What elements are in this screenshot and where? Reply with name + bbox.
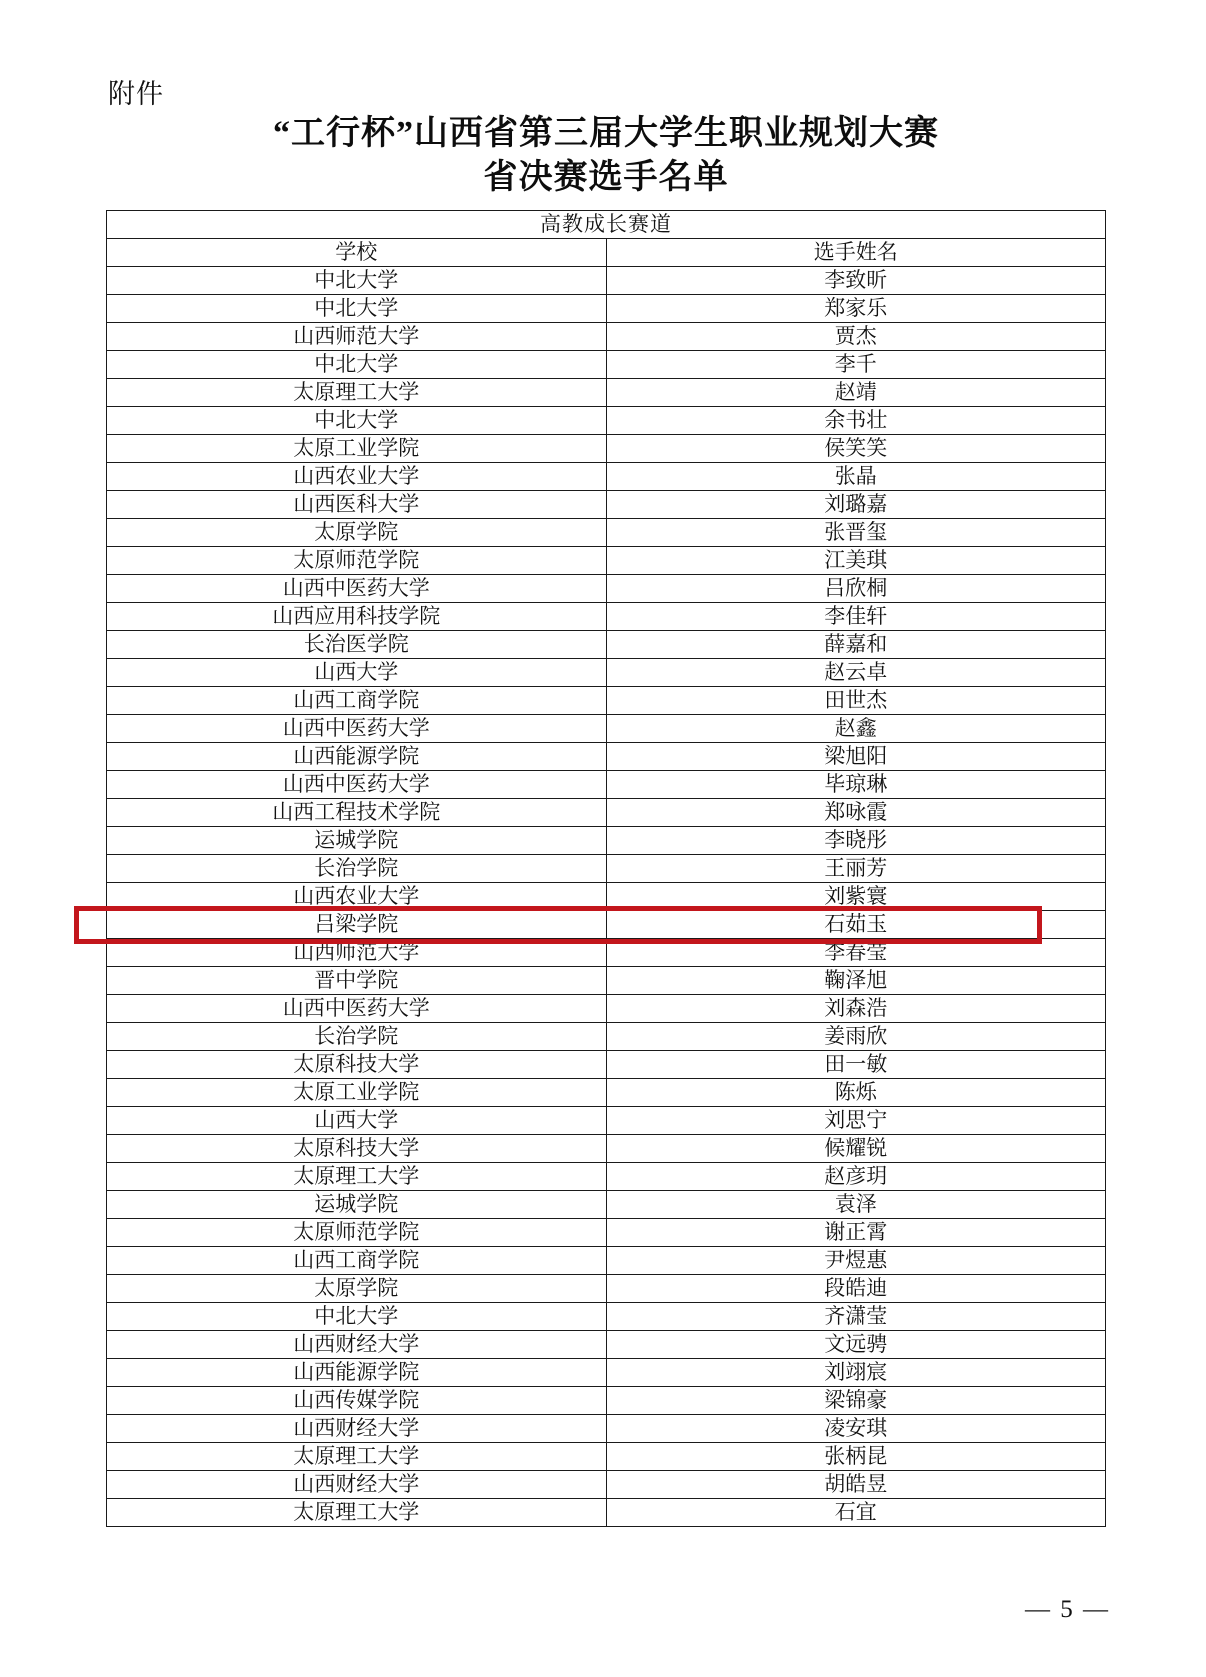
cell-school: 山西工商学院 (107, 1247, 607, 1275)
attachment-label: 附件 (108, 79, 164, 109)
cell-name: 侯笑笑 (606, 435, 1106, 463)
cell-name: 郑家乐 (606, 295, 1106, 323)
cell-school: 运城学院 (107, 1191, 607, 1219)
cell-name: 郑咏霞 (606, 799, 1106, 827)
cell-school: 山西工商学院 (107, 687, 607, 715)
cell-school: 中北大学 (107, 267, 607, 295)
cell-school: 中北大学 (107, 295, 607, 323)
cell-name: 江美琪 (606, 547, 1106, 575)
cell-name: 文远骋 (606, 1331, 1106, 1359)
table-row (107, 435, 1106, 463)
table-row (107, 743, 1106, 771)
roster-table-wrapper (106, 210, 1106, 1527)
table-row (107, 715, 1106, 743)
cell-school: 山西工程技术学院 (107, 799, 607, 827)
table-row (107, 1219, 1106, 1247)
cell-name: 齐潇莹 (606, 1303, 1106, 1331)
column-header-name: 选手姓名 (606, 239, 1106, 267)
table-row (107, 911, 1106, 939)
table-row (107, 491, 1106, 519)
table-section-row (107, 211, 1106, 239)
table-row (107, 547, 1106, 575)
cell-school: 长治学院 (107, 1023, 607, 1051)
table-row (107, 771, 1106, 799)
table-row (107, 967, 1106, 995)
table-row (107, 1107, 1106, 1135)
table-row (107, 351, 1106, 379)
table-row (107, 1135, 1106, 1163)
table-row (107, 407, 1106, 435)
table-row (107, 939, 1106, 967)
table-row (107, 995, 1106, 1023)
table-row (107, 687, 1106, 715)
cell-school: 山西农业大学 (107, 883, 607, 911)
cell-name: 候耀锐 (606, 1135, 1106, 1163)
table-row (107, 1275, 1106, 1303)
cell-school: 太原工业学院 (107, 435, 607, 463)
table-row (107, 603, 1106, 631)
cell-school: 山西师范大学 (107, 939, 607, 967)
table-row (107, 575, 1106, 603)
cell-school: 太原学院 (107, 1275, 607, 1303)
cell-school: 吕梁学院 (107, 911, 607, 939)
cell-name: 李晓彤 (606, 827, 1106, 855)
cell-school: 太原科技大学 (107, 1135, 607, 1163)
table-header-row (107, 239, 1106, 267)
cell-school: 山西大学 (107, 1107, 607, 1135)
cell-school: 太原师范学院 (107, 547, 607, 575)
cell-name: 刘翊宸 (606, 1359, 1106, 1387)
cell-school: 中北大学 (107, 1303, 607, 1331)
table-row (107, 1499, 1106, 1527)
cell-name: 田世杰 (606, 687, 1106, 715)
cell-school: 长治医学院 (107, 631, 607, 659)
table-row (107, 463, 1106, 491)
table-row (107, 1415, 1106, 1443)
cell-school: 太原理工大学 (107, 1163, 607, 1191)
table-row (107, 323, 1106, 351)
cell-name: 薛嘉和 (606, 631, 1106, 659)
cell-school: 山西大学 (107, 659, 607, 687)
table-row (107, 1163, 1106, 1191)
cell-name: 李春莹 (606, 939, 1106, 967)
table-row (107, 1331, 1106, 1359)
table-row (107, 379, 1106, 407)
table-row (107, 1247, 1106, 1275)
cell-name: 王丽芳 (606, 855, 1106, 883)
roster-table (106, 210, 1106, 1527)
cell-school: 山西中医药大学 (107, 575, 607, 603)
cell-school: 山西医科大学 (107, 491, 607, 519)
cell-name: 鞠泽旭 (606, 967, 1106, 995)
table-row (107, 267, 1106, 295)
cell-name: 梁旭阳 (606, 743, 1106, 771)
cell-school: 晋中学院 (107, 967, 607, 995)
table-row (107, 855, 1106, 883)
table-row (107, 1471, 1106, 1499)
cell-school: 太原理工大学 (107, 1443, 607, 1471)
cell-school: 山西能源学院 (107, 1359, 607, 1387)
section-title: 高教成长赛道 (107, 211, 1106, 239)
cell-name: 石宜 (606, 1499, 1106, 1527)
cell-name: 刘思宁 (606, 1107, 1106, 1135)
cell-name: 张晋玺 (606, 519, 1106, 547)
cell-name: 袁泽 (606, 1191, 1106, 1219)
cell-name: 余书壮 (606, 407, 1106, 435)
page-title-line-2: 省决赛选手名单 (483, 159, 729, 196)
table-row (107, 1023, 1106, 1051)
cell-name: 胡皓昱 (606, 1471, 1106, 1499)
cell-name: 梁锦豪 (606, 1387, 1106, 1415)
table-row (107, 659, 1106, 687)
cell-school: 太原理工大学 (107, 379, 607, 407)
page-title (108, 112, 1104, 200)
column-header-school: 学校 (107, 239, 607, 267)
cell-name: 田一敏 (606, 1051, 1106, 1079)
cell-name: 李千 (606, 351, 1106, 379)
cell-school: 太原学院 (107, 519, 607, 547)
cell-name: 赵云卓 (606, 659, 1106, 687)
cell-school: 太原工业学院 (107, 1079, 607, 1107)
table-row (107, 1359, 1106, 1387)
cell-name: 赵彦玥 (606, 1163, 1106, 1191)
cell-name: 刘紫寰 (606, 883, 1106, 911)
table-row (107, 1051, 1106, 1079)
cell-school: 山西能源学院 (107, 743, 607, 771)
table-row (107, 1079, 1106, 1107)
table-row (107, 799, 1106, 827)
cell-name: 张晶 (606, 463, 1106, 491)
cell-name: 吕欣桐 (606, 575, 1106, 603)
cell-school: 山西财经大学 (107, 1471, 607, 1499)
table-row (107, 883, 1106, 911)
cell-school: 山西师范大学 (107, 323, 607, 351)
cell-school: 中北大学 (107, 407, 607, 435)
cell-name: 段皓迪 (606, 1275, 1106, 1303)
cell-school: 山西传媒学院 (107, 1387, 607, 1415)
cell-school: 中北大学 (107, 351, 607, 379)
cell-school: 山西中医药大学 (107, 995, 607, 1023)
cell-name: 张柄昆 (606, 1443, 1106, 1471)
table-row (107, 295, 1106, 323)
table-row (107, 1443, 1106, 1471)
table-row (107, 827, 1106, 855)
cell-name: 赵鑫 (606, 715, 1106, 743)
cell-name: 谢正霄 (606, 1219, 1106, 1247)
cell-school: 山西应用科技学院 (107, 603, 607, 631)
cell-school: 运城学院 (107, 827, 607, 855)
cell-name: 石茹玉 (606, 911, 1106, 939)
cell-school: 山西中医药大学 (107, 771, 607, 799)
cell-name: 毕琼琳 (606, 771, 1106, 799)
cell-name: 刘璐嘉 (606, 491, 1106, 519)
cell-school: 山西财经大学 (107, 1331, 607, 1359)
table-row (107, 1387, 1106, 1415)
table-row (107, 519, 1106, 547)
cell-school: 太原科技大学 (107, 1051, 607, 1079)
cell-school: 太原师范学院 (107, 1219, 607, 1247)
page-number: — 5 — (1025, 1596, 1110, 1623)
cell-name: 尹煜惠 (606, 1247, 1106, 1275)
page-title-line-1: “工行杯”山西省第三届大学生职业规划大赛 (273, 115, 939, 152)
cell-school: 山西财经大学 (107, 1415, 607, 1443)
cell-school: 太原理工大学 (107, 1499, 607, 1527)
table-row (107, 1191, 1106, 1219)
cell-name: 刘森浩 (606, 995, 1106, 1023)
cell-name: 李致昕 (606, 267, 1106, 295)
cell-name: 姜雨欣 (606, 1023, 1106, 1051)
cell-school: 山西农业大学 (107, 463, 607, 491)
cell-name: 贾杰 (606, 323, 1106, 351)
cell-school: 山西中医药大学 (107, 715, 607, 743)
cell-name: 凌安琪 (606, 1415, 1106, 1443)
cell-name: 陈烁 (606, 1079, 1106, 1107)
table-row (107, 1303, 1106, 1331)
cell-name: 赵靖 (606, 379, 1106, 407)
cell-name: 李佳轩 (606, 603, 1106, 631)
table-row (107, 631, 1106, 659)
cell-school: 长治学院 (107, 855, 607, 883)
